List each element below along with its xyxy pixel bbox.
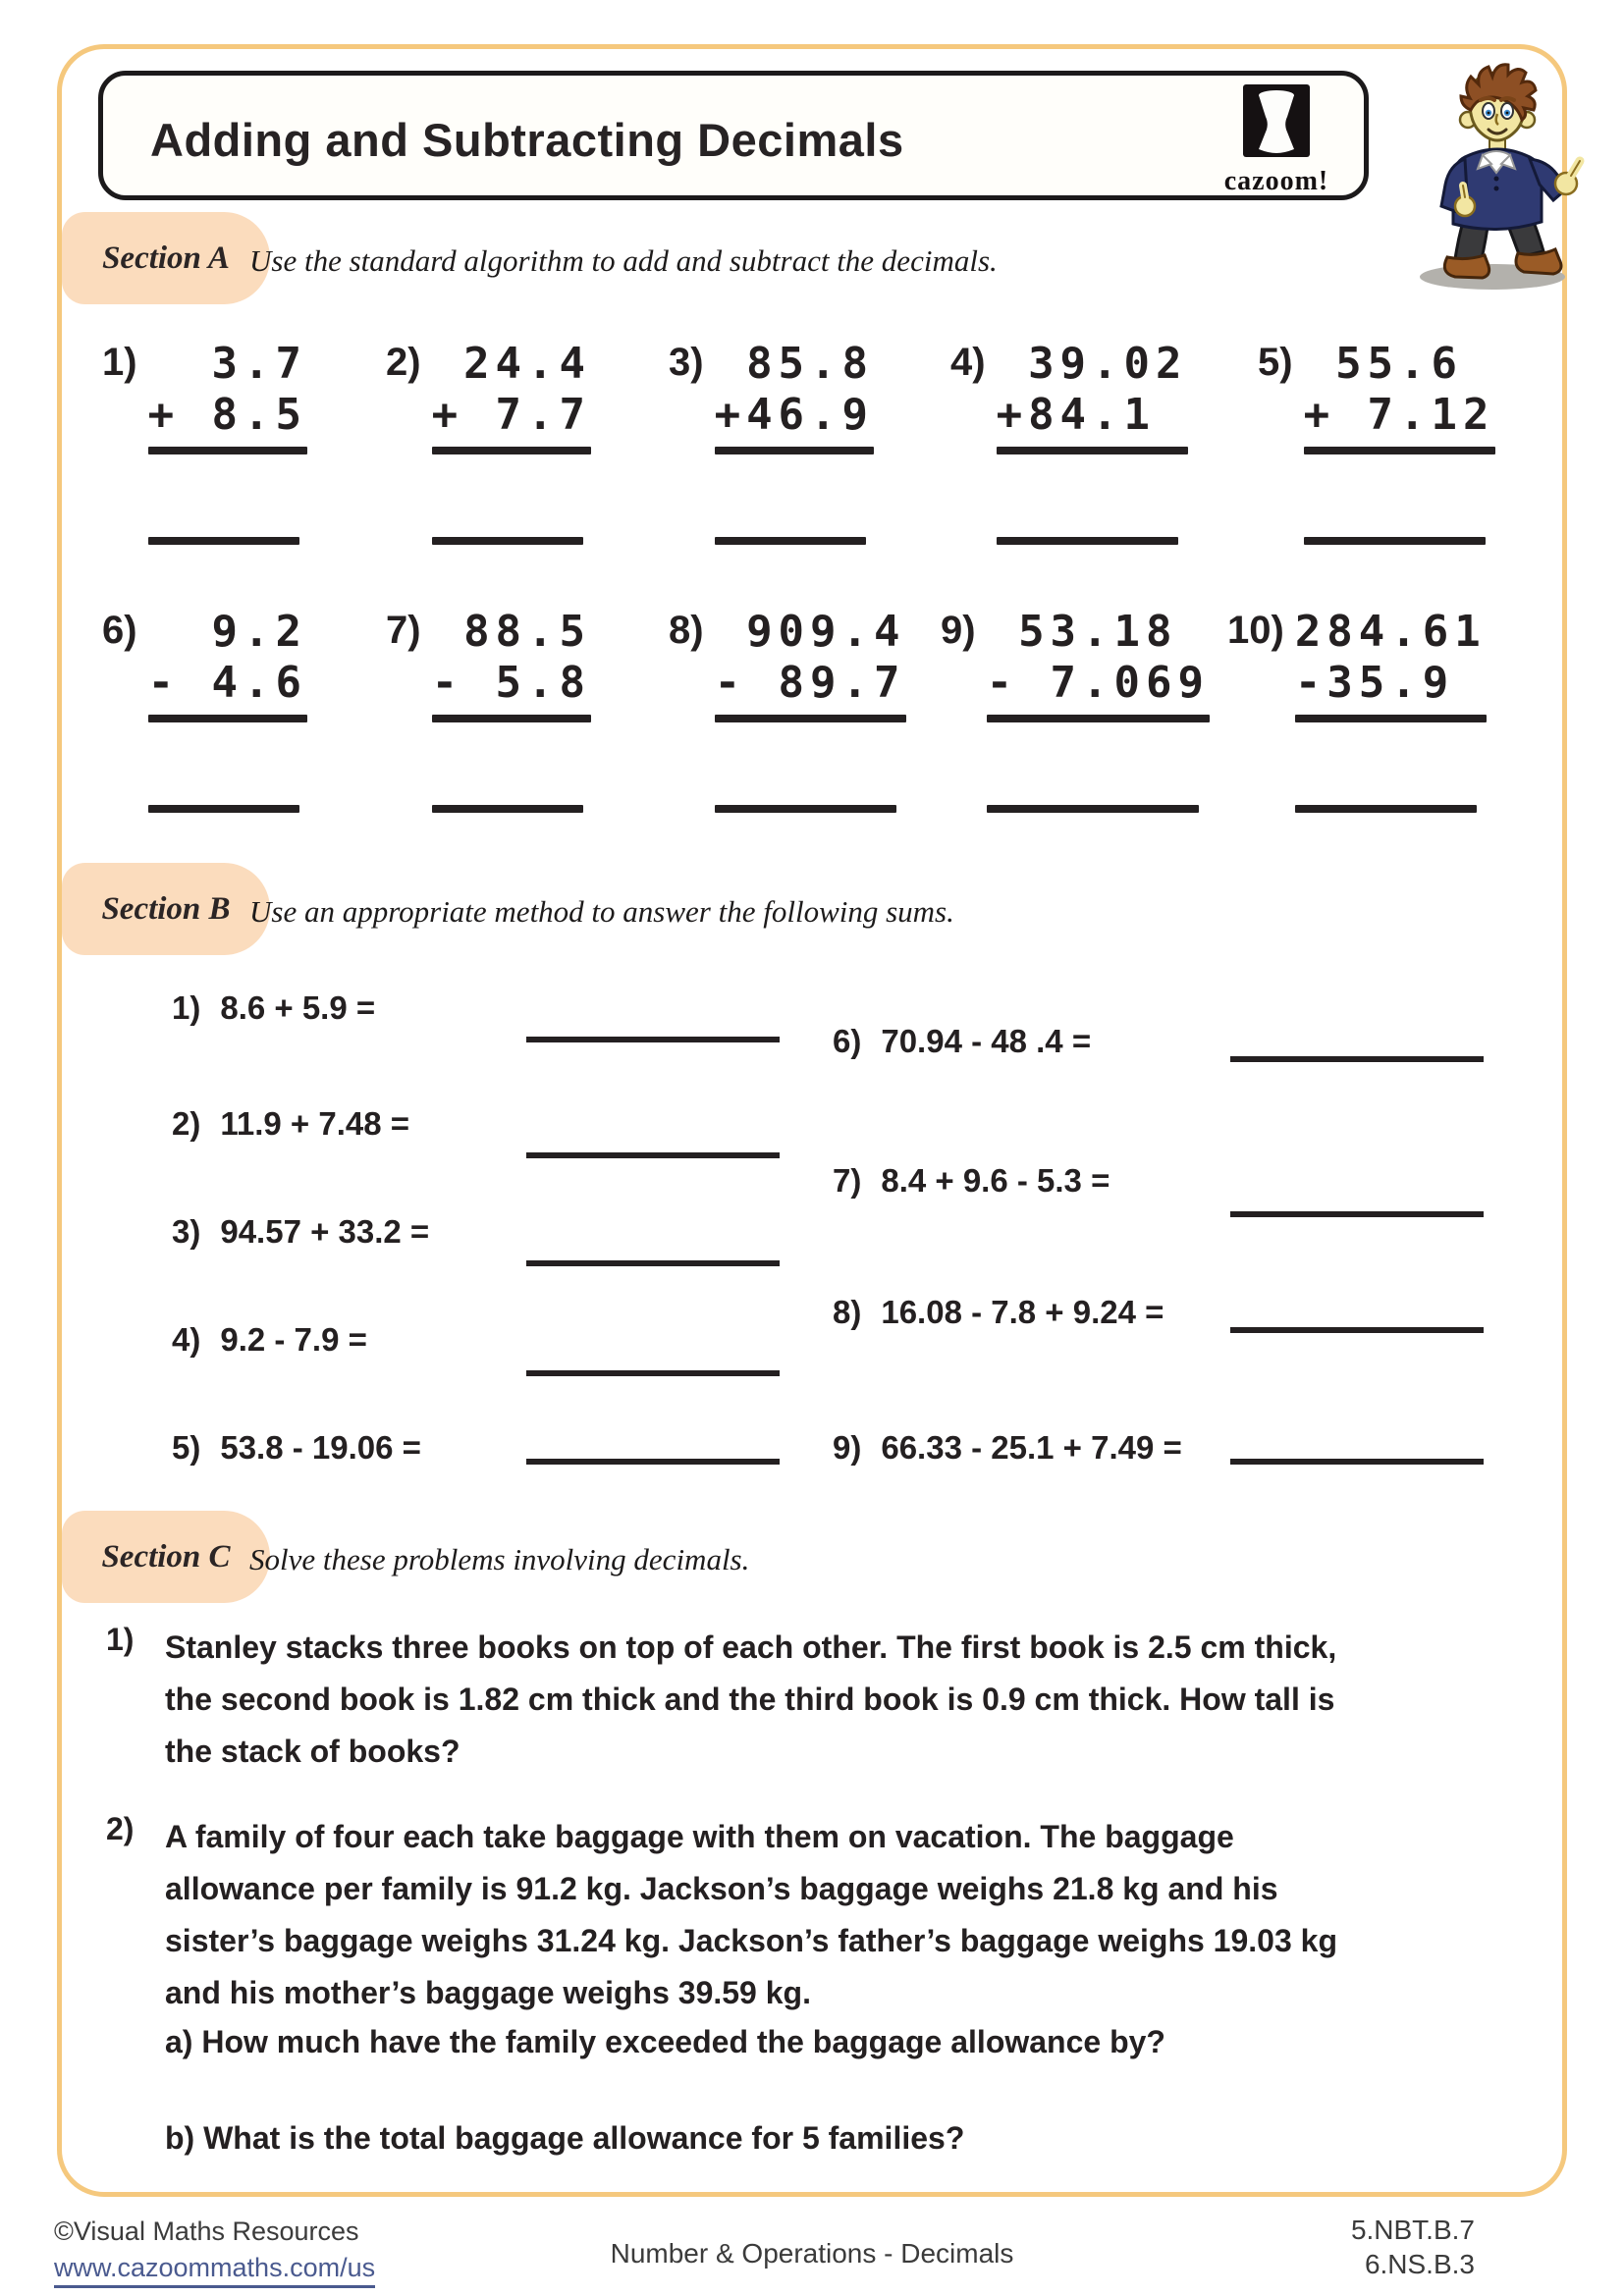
answer-blank bbox=[1295, 805, 1477, 813]
footer-topic: Number & Operations - Decimals bbox=[610, 2238, 1014, 2269]
problem-number: 6) bbox=[833, 1023, 862, 1059]
expression: 70.94 - 48 .4 = bbox=[881, 1023, 1092, 1059]
operand-bottom: +46.9 bbox=[714, 390, 875, 440]
answer-blank bbox=[148, 805, 299, 813]
problem-number: 4) bbox=[950, 341, 986, 384]
answer-blank bbox=[526, 1152, 780, 1158]
sum-problem bbox=[172, 1321, 367, 1359]
answer-blank bbox=[1230, 1459, 1484, 1465]
website-link[interactable]: www.cazoommaths.com/us bbox=[54, 2253, 375, 2288]
answer-blank bbox=[1230, 1327, 1484, 1333]
expression: 9.2 - 7.9 = bbox=[220, 1321, 367, 1358]
operand-bottom: +84.1 bbox=[996, 390, 1157, 440]
equals-bar bbox=[1304, 447, 1495, 454]
page-title: Adding and Subtracting Decimals bbox=[150, 114, 904, 166]
operand-bottom: - 5.8 bbox=[431, 658, 592, 708]
sum-problem bbox=[833, 1294, 1164, 1331]
operand-top: 3.7 bbox=[147, 339, 308, 389]
standards-codes bbox=[1351, 2213, 1475, 2281]
operand-top: 39.02 bbox=[996, 339, 1188, 389]
answer-blank bbox=[1304, 537, 1486, 545]
word-problem bbox=[165, 1811, 1540, 2019]
equals-bar bbox=[997, 447, 1188, 454]
equals-bar bbox=[432, 715, 591, 722]
section-a-label: Section A bbox=[62, 212, 270, 304]
problem-number: 10) bbox=[1227, 609, 1284, 652]
sum-problem bbox=[833, 1429, 1182, 1467]
equals-bar bbox=[715, 447, 874, 454]
section-c-label: Section C bbox=[62, 1511, 270, 1603]
word-problem-line: Stanley stacks three books on top of each other. The first book is 2.5 cm thick, bbox=[165, 1629, 1337, 1665]
word-problem-line: and his mother’s baggage weighs 39.59 kg. bbox=[165, 1975, 811, 2010]
operand-top: 55.6 bbox=[1303, 339, 1464, 389]
section-c-instruction: Solve these problems involving decimals. bbox=[249, 1542, 750, 1576]
problem-number: 8) bbox=[669, 609, 704, 652]
column-sum-problem bbox=[1258, 339, 1495, 545]
problem-number: 7) bbox=[386, 609, 421, 652]
word-problem-line: the second book is 1.82 cm thick and the third book is 0.9 cm thick. How tall is bbox=[165, 1682, 1335, 1717]
answer-blank bbox=[1230, 1211, 1484, 1217]
problem-number: 2) bbox=[172, 1105, 201, 1142]
sum-problem bbox=[172, 1429, 421, 1467]
expression: 66.33 - 25.1 + 7.49 = bbox=[881, 1429, 1182, 1466]
column-sum-problem bbox=[669, 339, 874, 545]
sum-problem bbox=[172, 989, 375, 1027]
answer-blank bbox=[1230, 1056, 1484, 1062]
operand-top: 53.18 bbox=[986, 607, 1178, 657]
sub-question-b: b) What is the total baggage allowance for 5 families? bbox=[165, 2120, 965, 2156]
answer-blank bbox=[432, 805, 583, 813]
problem-number: 9) bbox=[833, 1429, 862, 1466]
column-sum-problem bbox=[669, 607, 906, 813]
expression: 16.08 - 7.8 + 9.24 = bbox=[881, 1294, 1164, 1330]
expression: 11.9 + 7.48 = bbox=[220, 1105, 410, 1142]
problem-number: 3) bbox=[669, 341, 704, 384]
standard-code: 5.NBT.B.7 bbox=[1350, 2215, 1475, 2245]
column-sum-problem bbox=[950, 339, 1188, 545]
column-sum-problem bbox=[1227, 607, 1487, 813]
problem-number: 6) bbox=[102, 609, 137, 652]
section-b-label: Section B bbox=[62, 863, 270, 955]
problem-number: 1) bbox=[106, 1622, 135, 1657]
operand-bottom: - 4.6 bbox=[147, 658, 308, 708]
problem-number: 3) bbox=[172, 1213, 201, 1250]
column-sum-problem bbox=[386, 607, 591, 813]
operand-bottom: + 8.5 bbox=[147, 390, 308, 440]
word-problem bbox=[165, 1622, 1540, 1778]
operand-top: 9.2 bbox=[147, 607, 308, 657]
sub-question-a: a) How much have the family exceeded the baggage allowance by? bbox=[165, 2024, 1165, 2059]
operand-bottom: + 7.12 bbox=[1303, 390, 1495, 440]
operand-bottom: -35.9 bbox=[1294, 658, 1455, 708]
word-problem-line: the stack of books? bbox=[165, 1734, 460, 1769]
operand-bottom: + 7.7 bbox=[431, 390, 592, 440]
operand-top: 85.8 bbox=[714, 339, 875, 389]
cazoom-logo bbox=[1208, 82, 1345, 197]
answer-blank bbox=[526, 1459, 780, 1465]
sum-problem bbox=[172, 1105, 409, 1143]
sum-problem bbox=[833, 1162, 1110, 1200]
column-sum-problem bbox=[386, 339, 591, 545]
word-problem-line: sister’s baggage weighs 31.24 kg. Jackson’s father’s baggage weighs 19.03 kg bbox=[165, 1923, 1337, 1958]
problem-number: 9) bbox=[941, 609, 976, 652]
copyright-text: ©Visual Maths Resources bbox=[54, 2216, 359, 2246]
problem-number: 1) bbox=[172, 989, 201, 1026]
answer-blank bbox=[526, 1260, 780, 1266]
operand-bottom: - 89.7 bbox=[714, 658, 906, 708]
sum-problem bbox=[172, 1213, 429, 1251]
expression: 94.57 + 33.2 = bbox=[220, 1213, 430, 1250]
djembe-drum-icon bbox=[1208, 82, 1345, 159]
answer-blank bbox=[997, 537, 1178, 545]
boy-mascot-illustration bbox=[1392, 59, 1608, 294]
equals-bar bbox=[987, 715, 1210, 722]
column-sum-problem bbox=[102, 339, 307, 545]
problem-number: 1) bbox=[102, 341, 137, 384]
operand-top: 24.4 bbox=[431, 339, 592, 389]
operand-top: 284.61 bbox=[1294, 607, 1487, 657]
footer-attribution bbox=[54, 2216, 375, 2288]
answer-blank bbox=[526, 1037, 780, 1042]
equals-bar bbox=[715, 715, 906, 722]
section-a-instruction: Use the standard algorithm to add and subtract the decimals. bbox=[249, 243, 998, 278]
column-sum-problem bbox=[941, 607, 1210, 813]
answer-blank bbox=[432, 537, 583, 545]
operand-top: 909.4 bbox=[714, 607, 906, 657]
operand-bottom: - 7.069 bbox=[986, 658, 1211, 708]
sum-problem bbox=[833, 1023, 1091, 1060]
equals-bar bbox=[148, 447, 307, 454]
operand-top: 88.5 bbox=[431, 607, 592, 657]
problem-number: 2) bbox=[106, 1811, 135, 1846]
expression: 53.8 - 19.06 = bbox=[220, 1429, 421, 1466]
logo-wordmark: cazoom! bbox=[1223, 166, 1329, 196]
problem-number: 5) bbox=[1258, 341, 1293, 384]
answer-blank bbox=[987, 805, 1199, 813]
problem-number: 2) bbox=[386, 341, 421, 384]
word-problem-line: allowance per family is 91.2 kg. Jackson’s baggage weighs 21.8 kg and his bbox=[165, 1871, 1278, 1906]
title-box bbox=[98, 71, 1369, 200]
answer-blank bbox=[715, 537, 866, 545]
equals-bar bbox=[432, 447, 591, 454]
word-problem-line: A family of four each take baggage with them on vacation. The baggage bbox=[165, 1819, 1234, 1854]
section-b-instruction: Use an appropriate method to answer the following sums. bbox=[249, 894, 954, 929]
problem-number: 7) bbox=[833, 1162, 862, 1199]
answer-blank bbox=[526, 1370, 780, 1376]
problem-number: 8) bbox=[833, 1294, 862, 1330]
column-sum-problem bbox=[102, 607, 307, 813]
problem-number: 5) bbox=[172, 1429, 201, 1466]
standard-code: 6.NS.B.3 bbox=[1364, 2249, 1475, 2279]
answer-blank bbox=[715, 805, 896, 813]
equals-bar bbox=[1295, 715, 1487, 722]
problem-number: 4) bbox=[172, 1321, 201, 1358]
expression: 8.4 + 9.6 - 5.3 = bbox=[881, 1162, 1110, 1199]
expression: 8.6 + 5.9 = bbox=[220, 989, 376, 1026]
equals-bar bbox=[148, 715, 307, 722]
answer-blank bbox=[148, 537, 299, 545]
